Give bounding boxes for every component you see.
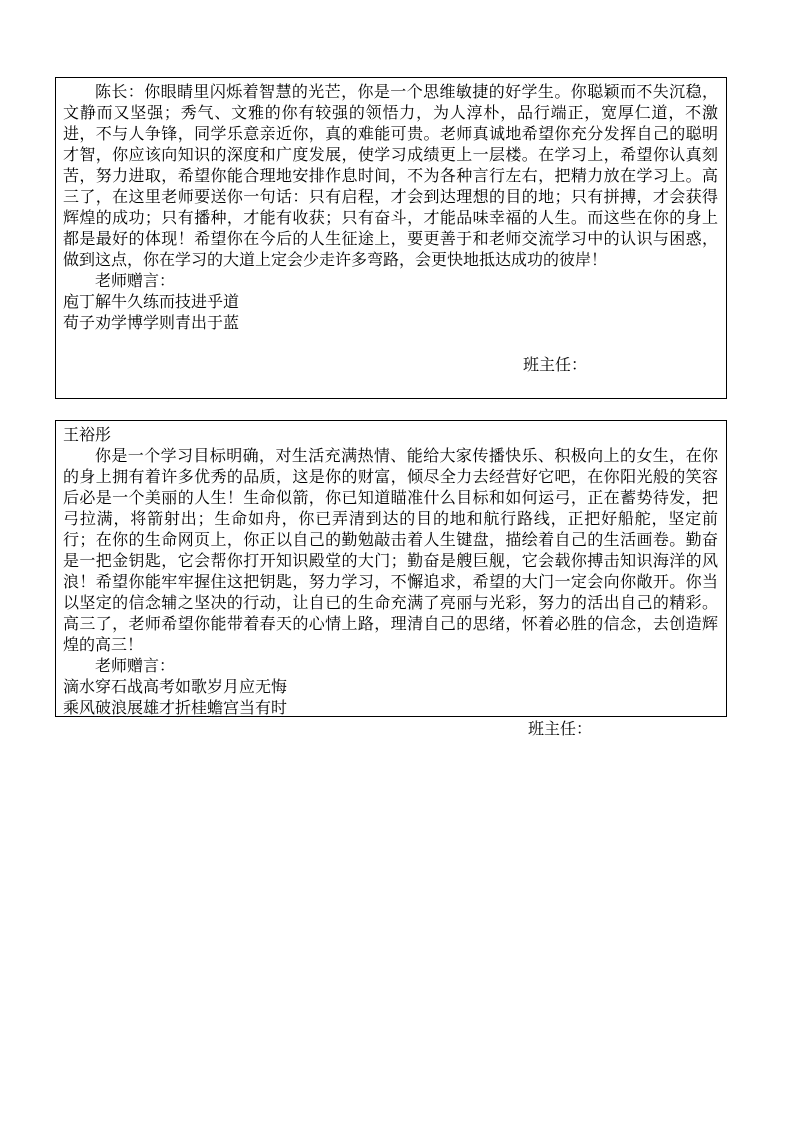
gift-words-line: 乘风破浪展雄才折桂蟾宫当有时 <box>63 698 288 717</box>
gift-words-line: 庖丁解牛久练而技进乎道 <box>63 292 240 311</box>
student-name: 王裕彤 <box>63 425 112 444</box>
gift-words-line: 荀子劝学博学则青出于蓝 <box>63 313 240 332</box>
gift-words-line: 滴水穿石战高考如歌岁月应无悔 <box>63 677 288 696</box>
student-evaluation-box-2 <box>55 420 727 738</box>
student-evaluation-box-1 <box>55 77 727 399</box>
head-teacher-signature-label: 班主任： <box>528 719 593 738</box>
teacher-comment-text: 陈长：你眼睛里闪烁着智慧的光芒，你是一个思维敏捷的好学生。你聪颖而不失沉稳，文静而又坚强；秀气、文雅的你有较强的领悟力，为人淳朴，品行端正，宽厚仁道，不激进，不与人争锋，同学乐意亲近你，真的难能可贵。老师真诚地希望你充分发挥自己的聪明才智，你应该向知识的深度和广度发展，使学习成绩更上一层楼。在学习上，希望你认真刻苦，努力进取，希望你能合理地安排作息时间，不为各种言行左右，把精力放在学习上。高三了，在这里老师要送你一句话：只有启程，才会到达理想的目的地；只有拼搏，才会获得辉煌的成功；只有播种，才能有收获；只有奋斗，才能品味幸福的人生。而这些在你的身上都是最好的体现！希望你在今后的人生征途上，要更善于和老师交流学习中的认识与困惑，做到这点，你在学习的大道上定会少走许多弯路，会更快地抵达成功的彼岸！ <box>63 82 718 269</box>
gift-words-label: 老师赠言： <box>95 271 176 290</box>
head-teacher-signature-label: 班主任： <box>523 355 588 374</box>
teacher-comment-text: 你是一个学习目标明确，对生活充满热情、能给大家传播快乐、积极向上的女生，在你的身上拥有着许多优秀的品质，这是你的财富，倾尽全力去经营好它吧，在你阳光般的笑容后必是一个美丽的人生！生命似箭，你已知道瞄准什么目标和如何运弓，正在蓄势待发，把弓拉满，将箭射出；生命如舟，你已弄清到达的目的地和航行路线，正把好船舵，坚定前行；在你的生命网页上，你正以自己的勤勉敲击着人生键盘，描绘着自己的生活画卷。勤奋是一把金钥匙，它会帮你打开知识殿堂的大门；勤奋是艘巨舰，它会载你搏击知识海洋的风浪！希望你能牢牢握住这把钥匙，努力学习，不懈追求，希望的大门一定会向你敞开。你当以坚定的信念辅之坚决的行动，让自已的生命充满了亮丽与光彩，努力的活出自己的精彩。高三了，老师希望你能带着春天的心情上路，理清自己的思绪，怀着必胜的信念，去创造辉煌的高三！ <box>63 446 718 654</box>
gift-words-label: 老师赠言： <box>95 656 176 675</box>
